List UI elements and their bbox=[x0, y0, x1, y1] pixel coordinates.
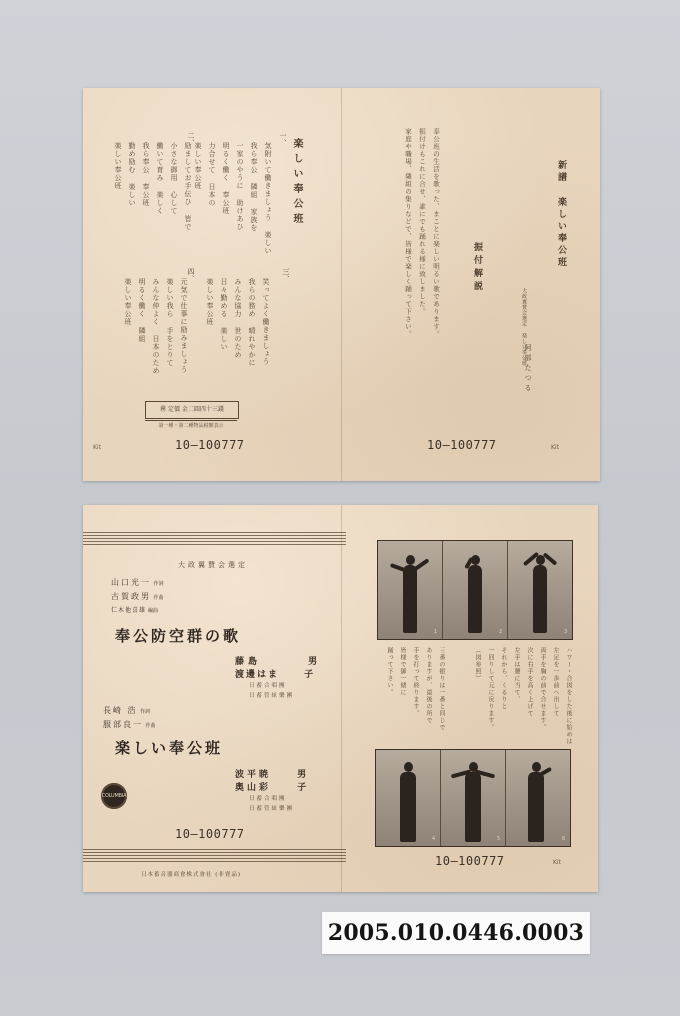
dance-instructions bbox=[385, 647, 446, 731]
lyricist-name: 山口光一 bbox=[111, 578, 151, 587]
instruction-line: 両手を胸の前で合せます。 bbox=[539, 647, 546, 731]
singer-name: 藤島 bbox=[235, 657, 262, 667]
verse-number: 四、 bbox=[187, 268, 195, 282]
photo-panel bbox=[506, 750, 570, 846]
dancer-head bbox=[532, 762, 541, 772]
lyricist-name: 長崎 浩 bbox=[103, 706, 138, 715]
verse-line: 我ら奉公 奉公班 bbox=[142, 142, 150, 207]
verse-line: 働いて育み 楽しく bbox=[156, 142, 164, 215]
dancer-head bbox=[406, 555, 415, 565]
song-title: 新譜 楽しい奉公班 bbox=[556, 160, 566, 269]
commentary-line: 家庭や職場、隣組の集りなどで、皆様で楽しく踊って下さい。 bbox=[404, 128, 412, 338]
verse-line: 楽しい奉公班 bbox=[124, 278, 132, 326]
arranger-role: 編曲 bbox=[147, 608, 158, 614]
photo-number: 5 bbox=[497, 836, 501, 842]
singer-suffix: 子 bbox=[297, 783, 310, 793]
verse-line: 励ましてお手伝ひ 皆で bbox=[184, 142, 192, 231]
record-label-logo bbox=[101, 783, 127, 809]
photo-number: 2 bbox=[499, 629, 503, 635]
verse-line: 楽しい我ら 手をとりて bbox=[166, 278, 174, 367]
publisher-footer: 日本蓄音器商會株式會社 (非賣品) bbox=[141, 872, 242, 878]
verse-line: 気附いて働きましょう 楽しい bbox=[264, 142, 272, 255]
instruction-line: ハワー・合図をした後に始めは bbox=[565, 647, 572, 745]
instruction-line: 左足を一歩前へ出して bbox=[552, 647, 559, 717]
footer-rules bbox=[83, 849, 346, 863]
lyricist-role: 作詞 bbox=[153, 581, 164, 587]
dancer-figure bbox=[403, 565, 417, 633]
verse-line: 明るく働く 奉公班 bbox=[222, 142, 230, 215]
bottom-leaflet bbox=[83, 505, 598, 892]
orchestra-credit: 日蓄管絃樂團 bbox=[249, 806, 295, 812]
dancer-figure bbox=[400, 772, 416, 842]
catalog-serial: 10—100777 bbox=[175, 827, 245, 841]
chorus-credit: 日蓄合唱團 bbox=[249, 796, 287, 802]
commentary-line: 奉公班の生活を歌った、まことに楽しい明るい歌であります。 bbox=[432, 128, 440, 338]
verse-block bbox=[205, 278, 271, 367]
composer-name: 服部良一 bbox=[103, 720, 143, 729]
singer-credit bbox=[235, 767, 309, 780]
author-name: 阿部たつる bbox=[524, 344, 532, 394]
dance-photo-bottom bbox=[375, 749, 571, 847]
singer-suffix: 子 bbox=[304, 670, 316, 680]
lyricist-credit bbox=[103, 705, 150, 716]
dancer-figure bbox=[465, 772, 481, 842]
verse-line: 楽しい奉公班 bbox=[206, 278, 214, 326]
top-leaflet bbox=[83, 88, 600, 481]
verse-line: 力合せて 日本の bbox=[208, 142, 216, 207]
fold-line bbox=[341, 88, 342, 481]
singer-name: 奥山彩 bbox=[235, 783, 272, 793]
instruction-line: 左手は腰に当て、 bbox=[513, 647, 520, 703]
photo-panel bbox=[441, 750, 506, 846]
verse-line: 日々勤める 楽しい bbox=[220, 278, 228, 351]
singer-suffix: 男 bbox=[308, 657, 322, 667]
verse-number: 一、 bbox=[279, 132, 287, 146]
composer-name: 古賀政男 bbox=[111, 592, 151, 601]
dancer-figure bbox=[528, 772, 544, 842]
section-title: 振付解説 bbox=[472, 242, 482, 294]
page-mark: Kit bbox=[553, 859, 561, 866]
page-mark: Kit bbox=[551, 444, 559, 451]
fold-line bbox=[341, 505, 342, 892]
composer-credit bbox=[103, 719, 156, 730]
dancer-head bbox=[404, 762, 413, 772]
lyricist-credit bbox=[111, 577, 164, 588]
singer-credit bbox=[235, 780, 309, 793]
verse-line: 小さな御用 心して bbox=[170, 142, 178, 215]
singer-credit bbox=[235, 667, 315, 680]
photo-number: 3 bbox=[564, 629, 568, 635]
price-stamp-note: 第一種・第二種物品税額表示 bbox=[145, 420, 237, 429]
verse-number: 二、 bbox=[187, 132, 195, 146]
instruction-line: ありますが、最後の所で bbox=[425, 647, 432, 724]
verse-block bbox=[193, 142, 273, 255]
photo-panel bbox=[376, 750, 441, 846]
left-page-title: 楽しい奉公班 bbox=[291, 138, 302, 228]
instruction-line: 三番の振りは一番と同じで bbox=[438, 647, 445, 731]
verse-block bbox=[113, 142, 193, 231]
orchestra-credit: 日蓄管絃樂團 bbox=[249, 693, 295, 699]
verse-number: 三、 bbox=[282, 268, 290, 282]
photo-number: 1 bbox=[434, 629, 438, 635]
price-stamp: ㊝ 定價 金二圓四十三錢 bbox=[145, 401, 239, 419]
catalog-serial: 10—100777 bbox=[175, 438, 245, 452]
dance-photo-top bbox=[377, 540, 573, 640]
credit-line: 大政翼賛会選定 楽しい奉公班 bbox=[521, 288, 527, 366]
singer-name: 渡邊はま bbox=[235, 670, 280, 680]
catalog-serial: 10—100777 bbox=[435, 854, 505, 868]
composer-credit bbox=[111, 591, 164, 602]
instruction-line: 踊って下さい。 bbox=[386, 647, 393, 696]
verse-line: 一家のやうに 助けあひ bbox=[236, 142, 244, 231]
photo-panel bbox=[443, 541, 508, 639]
page-mark: Kit bbox=[93, 444, 101, 451]
dancer-figure bbox=[533, 565, 547, 633]
commentary-line: 振付けもこれに合せ、誰にでも踊れる様に致しました。 bbox=[418, 128, 426, 316]
verse-line: 元気で仕事に励みましょう bbox=[180, 278, 188, 374]
verse-line: みんな協力 世のため bbox=[234, 278, 242, 359]
instruction-line: 手を打って終ります。 bbox=[412, 647, 419, 717]
verse-line: 我ら奉公 隣組 家族を bbox=[250, 142, 258, 232]
dance-instructions bbox=[473, 647, 573, 745]
verse-line: みんな仲よく 日本のため bbox=[152, 278, 160, 375]
composer-role: 作曲 bbox=[153, 595, 164, 601]
dancer-figure bbox=[468, 565, 482, 633]
verse-line: 笑ってよく働きましょう bbox=[262, 278, 270, 366]
song2-title: 楽しい奉公班 bbox=[115, 739, 224, 757]
commentary-block bbox=[403, 128, 441, 338]
logo-text: COLUMBIA bbox=[101, 793, 127, 799]
verse-line: 我らの務め 晴れやかに bbox=[248, 278, 256, 367]
song1-title: 奉公防空群の歌 bbox=[115, 627, 242, 645]
verse-line: 楽しい奉公班 bbox=[194, 142, 202, 190]
singer-name: 波平暁 bbox=[235, 770, 272, 780]
arranger-name: 仁木他喜雄 bbox=[111, 607, 147, 614]
singer-credit bbox=[235, 654, 321, 667]
singer-suffix: 男 bbox=[297, 770, 310, 780]
verse-line: 楽しい奉公班 bbox=[114, 142, 122, 190]
instruction-line: 皆様で御一緒に bbox=[399, 647, 406, 696]
photo-number: 6 bbox=[562, 836, 566, 842]
catalog-number-label bbox=[322, 912, 590, 954]
verse-block bbox=[123, 278, 189, 375]
header-rules bbox=[83, 532, 346, 546]
photo-number: 4 bbox=[432, 836, 436, 842]
lyricist-role: 作詞 bbox=[140, 709, 151, 715]
photo-panel bbox=[378, 541, 443, 639]
record-header: 大政翼賛会選定 bbox=[178, 561, 248, 569]
instruction-line: 次に右手を高く上げて bbox=[526, 647, 533, 717]
verse-line: 明るく働く 隣組 bbox=[138, 278, 146, 343]
verse-line: 勤め励む 楽しい bbox=[128, 142, 136, 207]
catalog-serial: 10—100777 bbox=[427, 438, 497, 452]
instruction-line: それから、くるりと bbox=[500, 647, 507, 710]
photo-panel bbox=[508, 541, 572, 639]
instruction-line: 一回りして元に戻ります。 bbox=[487, 647, 494, 731]
chorus-credit: 日蓄合唱團 bbox=[249, 683, 287, 689]
composer-role: 作曲 bbox=[145, 723, 156, 729]
arranger-credit bbox=[111, 605, 158, 614]
instruction-line: （図参照） bbox=[474, 647, 481, 682]
catalog-number: 2005.010.0446.0003 bbox=[327, 920, 585, 946]
